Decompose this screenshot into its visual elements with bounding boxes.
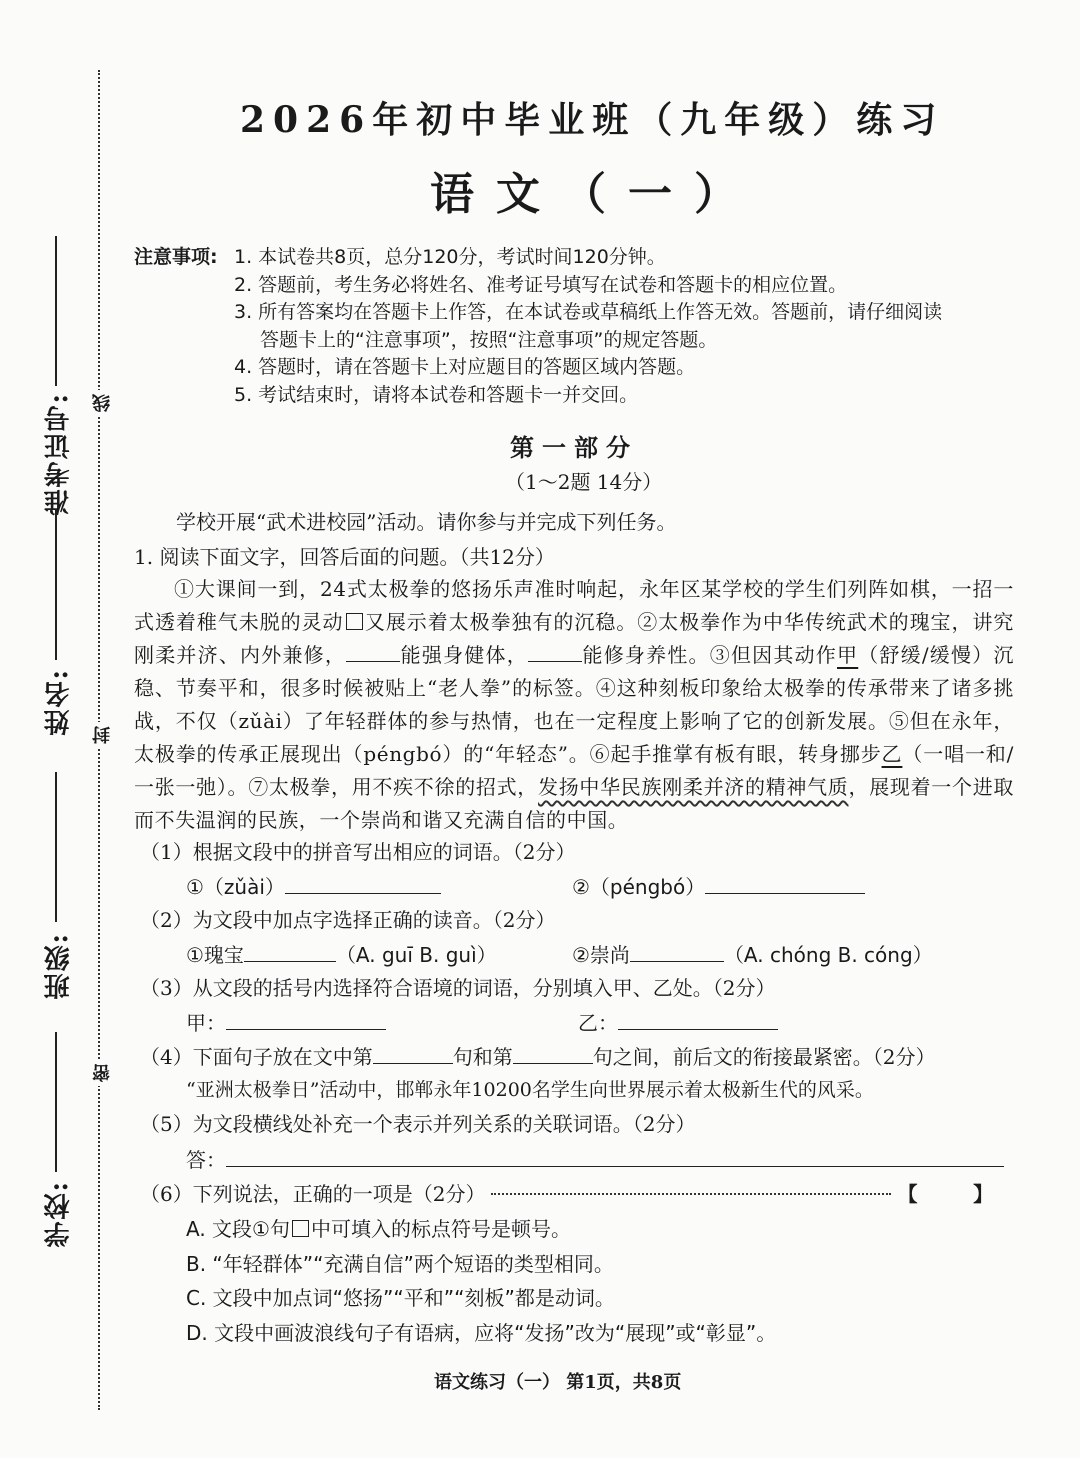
answer-1-1a (186, 871, 441, 900)
answer-1-3b (578, 1007, 778, 1036)
option-text: 中可填入的标点符号是顿号。 (310, 1217, 571, 1241)
option-c: C. 文段中加点词“悠扬”“平和”“刻板”都是动词。 (186, 1286, 615, 1310)
name-label: 姓名: (44, 668, 74, 736)
exam-notes (134, 244, 942, 409)
reading-passage (134, 573, 1014, 837)
question-text: （6）下列说法，正确的一项是（2分） (140, 1182, 486, 1206)
answer-1-1b (572, 871, 865, 900)
notes-lead: 注意事项: (134, 246, 218, 268)
answer-label: 甲： (186, 1011, 226, 1035)
passage-text: ①大课间一到，24式太极拳的悠扬乐声准时响起，永年区某学校的学生们列阵如棋，一招一式透着稚气未脱的灵动 (134, 577, 1014, 634)
connective-blank-1 (346, 643, 400, 662)
question-1-4-sentence: “亚洲太极拳日”活动中，邯郸永年10200名学生向世界展示着太极新生代的风采。 (186, 1079, 874, 1101)
class-label: 班级: (44, 932, 74, 1000)
note-item: 3. 所有答案均在答题卡上作答，在本试卷或草稿纸上作答无效。答题前，请仔细阅读 (234, 301, 943, 323)
passage-text: ，展现着一个进取而不失温润的民族，一个崇尚和谐又充满自信的中国。 (134, 775, 1014, 832)
note-item: 2. 答题前，考生务必将姓名、准考证号填写在试卷和答题卡的相应位置。 (234, 273, 848, 296)
wavy-underlined-sentence: 发扬中华民族刚柔并济的精神气质 (538, 775, 849, 799)
answer-label: ①瑰宝 (186, 943, 244, 967)
answer-label: 乙： (578, 1011, 618, 1035)
passage-text: 能修身养性。③但因其动作 (581, 643, 837, 667)
section-title: 第一部分 (510, 433, 638, 462)
page-footer: 语文练习（一） 第1页，共8页 (434, 1372, 682, 1393)
blank-yi: 乙 (881, 742, 903, 766)
section-subtitle: （1～2题 14分） (505, 470, 663, 494)
passage-text: 能强身健体， (400, 643, 528, 667)
blank-jia: 甲 (837, 643, 859, 667)
question-1-4 (140, 1041, 935, 1070)
question-text: 句和第 (452, 1045, 513, 1069)
question-text: （4）下面句子放在文中第 (140, 1045, 373, 1069)
class-line (55, 772, 57, 922)
exam-id-line (55, 236, 57, 386)
answer-blank (630, 943, 724, 962)
punctuation-box (292, 1220, 309, 1237)
connective-blank-2 (528, 643, 582, 662)
answer-options: （A. guī B. guì） (335, 943, 497, 967)
answer-bracket: 【 】 (897, 1182, 994, 1206)
passage-text: （一唱一和/一张一弛）。⑦太极拳，用不疾不徐的招式， (134, 742, 1014, 799)
school-line (55, 1032, 57, 1172)
answer-label: ②（péngbó） (572, 875, 706, 899)
answer-1-2a (186, 939, 497, 968)
answer-blank (226, 1011, 386, 1030)
answer-1-2b (572, 939, 933, 968)
answer-label: ②崇尚 (572, 943, 630, 967)
answer-options: （A. chóng B. cóng） (723, 943, 933, 967)
question-1-heading: 1. 阅读下面文字，回答后面的问题。（共12分） (134, 545, 555, 569)
subject-title: 语文（一） (430, 169, 760, 220)
answer-blank (226, 1148, 1004, 1167)
section-intro: 学校开展“武术进校园”活动。请你参与并完成下列任务。 (176, 510, 677, 534)
passage-text: （舒缓/缓慢）沉稳、节奏平和，很多时候被贴上“老人拳”的标签。④这种刻板印象给太极拳的传承带来了诸多挑战，不仅（zǔài）了年轻群体的参与热情，也在一定程度上影响了它的创新发展。⑤但在永年，太极拳的传承正展现出（péngbó）的“年轻态”。⑥起手推掌有板有眼，转身挪步 (134, 643, 1014, 766)
answer-blank (373, 1045, 453, 1064)
note-item: 答题卡上的“注意事项”，按照“注意事项”的规定答题。 (260, 328, 718, 351)
option-a (186, 1213, 571, 1242)
question-1-5: （5）为文段横线处补充一个表示并列关系的关联词语。（2分） (140, 1112, 696, 1136)
answer-blank (244, 943, 336, 962)
answer-label: ①（zǔài） (186, 875, 285, 899)
note-item: 4. 答题时，请在答题卡上对应题目的答题区域内答题。 (234, 356, 696, 378)
answer-1-5 (186, 1144, 1004, 1173)
question-1-1: （1）根据文段中的拼音写出相应的词语。（2分） (140, 840, 576, 864)
exam-title: 2026年初中毕业班（九年级）练习 (240, 99, 945, 141)
question-text: 句之间，前后文的衔接最紧密。（2分） (592, 1045, 936, 1069)
seal-xian: 线 (90, 390, 116, 416)
name-line (55, 510, 57, 660)
answer-blank (513, 1045, 593, 1064)
answer-blank (618, 1011, 778, 1030)
note-item: 5. 考试结束时，请将本试卷和答题卡一并交回。 (234, 383, 639, 406)
question-1-3: （3）从文段的括号内选择符合语境的词语，分别填入甲、乙处。（2分） (140, 976, 776, 1000)
answer-label: 答： (186, 1148, 226, 1172)
question-1-2: （2）为文段中加点字选择正确的读音。（2分） (140, 908, 556, 932)
passage-text: 又展示着太极拳独有的沉稳。②太极拳作为中华传统武术的瑰宝，讲究刚柔并济、内外兼修， (134, 610, 1014, 667)
answer-blank (285, 875, 441, 894)
leader-dots (491, 1193, 891, 1195)
option-text: A. 文段①句 (186, 1217, 290, 1241)
exam-id-label: 准考证号: (44, 392, 74, 516)
seal-feng: 封 (90, 722, 116, 748)
punctuation-box (346, 613, 363, 630)
school-label: 学校: (44, 1180, 74, 1248)
answer-1-3a (186, 1007, 386, 1036)
answer-blank (705, 875, 865, 894)
option-b: B. “年轻群体”“充满自信”两个短语的类型相同。 (186, 1252, 614, 1276)
note-item: 1. 本试卷共8页，总分120分，考试时间120分钟。 (234, 246, 666, 268)
question-1-6 (140, 1178, 993, 1207)
option-d: D. 文段中画波浪线句子有语病，应将“发扬”改为“展现”或“彰显”。 (186, 1321, 777, 1345)
seal-mi: 密 (90, 1060, 116, 1086)
